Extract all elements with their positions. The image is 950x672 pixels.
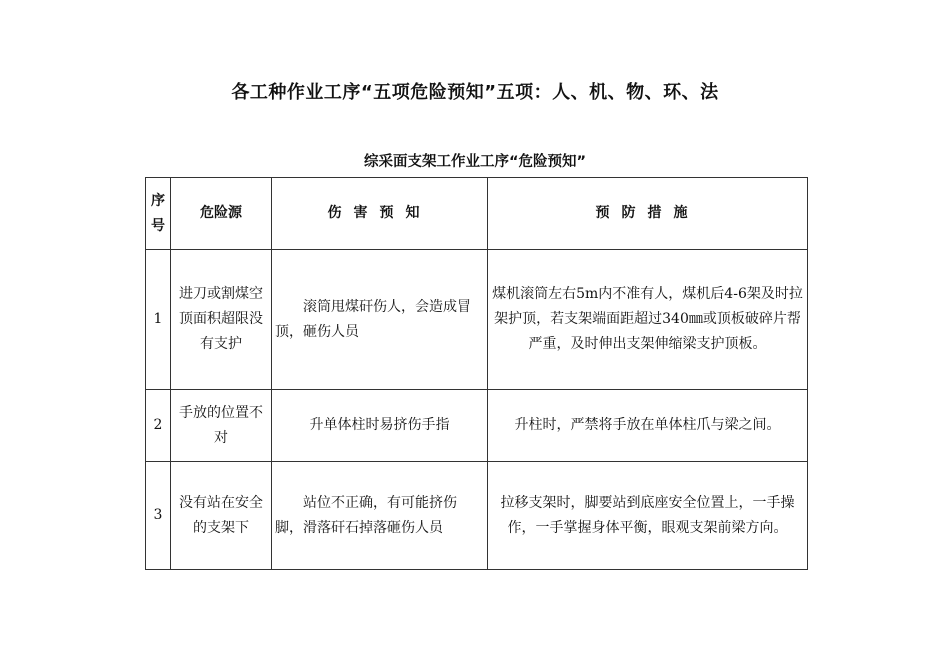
prevention-cell: 拉移支架时，脚要站到底座安全位置上，一手操作，一手掌握身体平衡，眼观支架前梁方向。 [488, 462, 808, 570]
hazard-source-cell: 没有站在安全的支架下 [171, 462, 272, 570]
harm-prediction-cell: 升单体柱时易挤伤手指 [272, 390, 488, 462]
harm-prediction-cell: 站位不正确，有可能挤伤脚，滑落矸石掉落砸伤人员 [272, 462, 488, 570]
prevention-cell: 煤机滚筒左右5m内不准有人，煤机后4-6架及时拉架护顶，若支架端面距超过340㎜或顶板破碎片帮严重，及时伸出支架伸缩梁支护顶板。 [488, 250, 808, 390]
table-caption: 综采面支架工作业工序“危险预知” [363, 154, 587, 170]
hazard-table [145, 177, 808, 570]
row-number: 2 [146, 390, 171, 462]
header-prevention-measures: 预防措施 [488, 178, 808, 250]
table-row [146, 462, 808, 570]
harm-prediction-cell: 滚筒甩煤矸伤人，会造成冒顶，砸伤人员 [272, 250, 488, 390]
document-title: 各工种作业工序“五项危险预知”五项：人、机、物、环、法 [231, 82, 719, 103]
row-number: 3 [146, 462, 171, 570]
row-number: 1 [146, 250, 171, 390]
hazard-source-cell: 进刀或割煤空顶面积超限没有支护 [171, 250, 272, 390]
header-harm-prediction: 伤害预知 [272, 178, 488, 250]
table-row [146, 390, 808, 462]
header-hazard-source: 危险源 [171, 178, 272, 250]
table-row [146, 250, 808, 390]
hazard-source-cell: 手放的位置不对 [171, 390, 272, 462]
prevention-cell: 升柱时，严禁将手放在单体柱爪与梁之间。 [488, 390, 808, 462]
table-header-row [146, 178, 808, 250]
header-serial-number: 序号 [146, 178, 171, 250]
